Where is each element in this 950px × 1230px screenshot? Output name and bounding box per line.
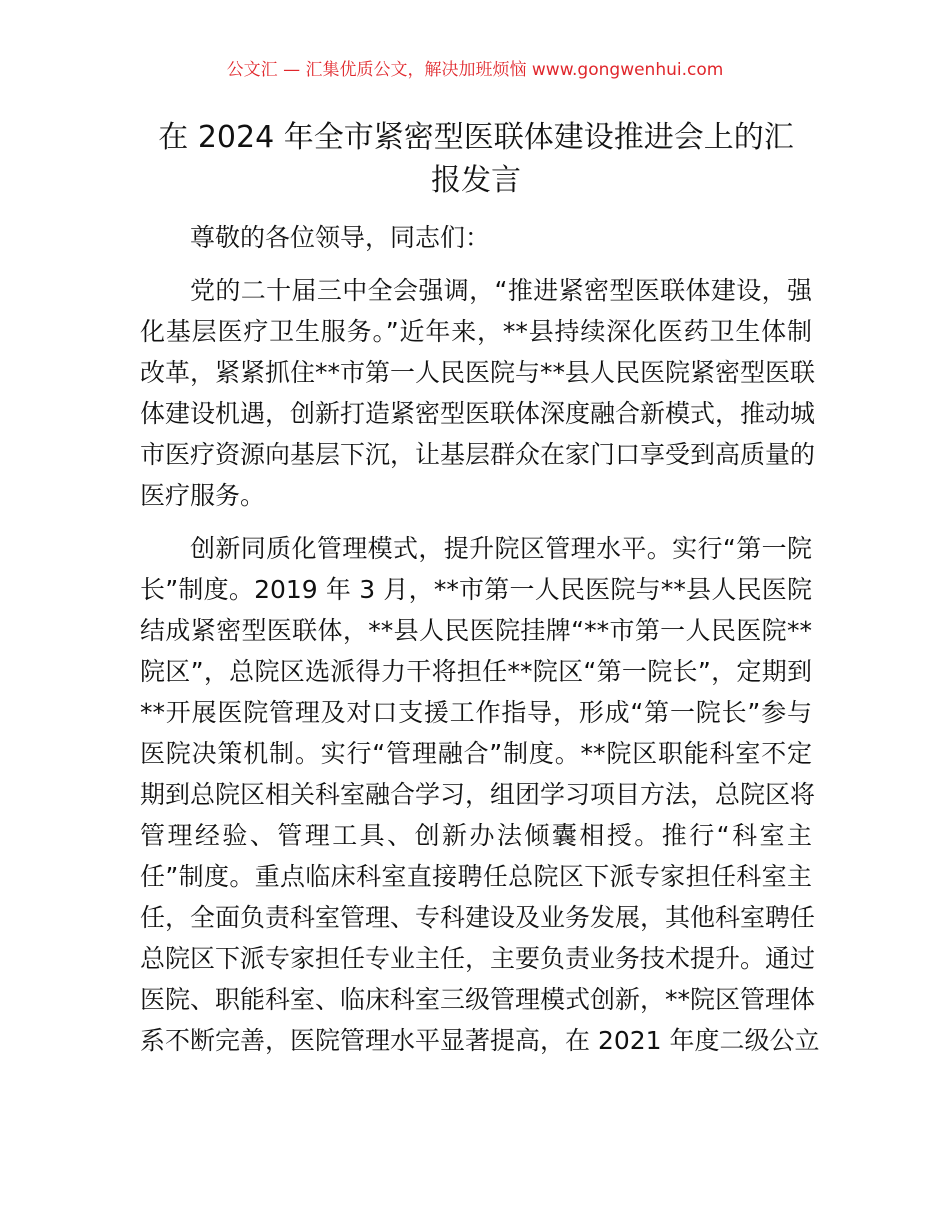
paragraph-2-line: 长”制度。2019 年 3 月，**市第一人民医院与**县人民医院 <box>140 575 812 604</box>
paragraph-2-line: 医院决策机制。实行“管理融合”制度。**院区职能科室不定 <box>140 739 812 768</box>
site-watermark-header: 公文汇 — 汇集优质公文，解决加班烦恼 www.gongwenhui.com <box>226 60 724 80</box>
paragraph-2-line: 结成紧密型医联体，**县人民医院挂牌“**市第一人民医院** <box>140 616 812 645</box>
paragraph-1-line: 化基层医疗卫生服务。”近年来，**县持续深化医药卫生体制 <box>140 317 812 346</box>
paragraph-2-line: 创新同质化管理模式，提升院区管理水平。实行“第一院 <box>190 534 812 563</box>
document-title <box>140 116 812 202</box>
paragraph-2-line: 院区”，总院区选派得力干将担任**院区“第一院长”，定期到 <box>140 657 812 686</box>
paragraph-2-line: 任”制度。重点临床科室直接聘任总院区下派专家担任科室主 <box>140 862 812 891</box>
paragraph-1-line: 党的二十届三中全会强调，“推进紧密型医联体建设，强 <box>190 276 812 305</box>
paragraph-2-line: 系不断完善，医院管理水平显著提高，在 2021 年度二级公立 <box>140 1026 820 1055</box>
paragraph-2-line: 医院、职能科室、临床科室三级管理模式创新，**院区管理体 <box>140 985 816 1014</box>
paragraph-2-line: 管理经验、管理工具、创新办法倾囊相授。推行“科室主 <box>140 821 812 850</box>
paragraph-1-line: 医疗服务。 <box>140 481 266 510</box>
paragraph-2-line: **开展医院管理及对口支援工作指导，形成“第一院长”参与 <box>140 698 812 727</box>
paragraph-2-line: 任，全面负责科室管理、专科建设及业务发展，其他科室聘任 <box>140 903 816 932</box>
title-line: 报发言 <box>431 163 521 198</box>
paragraph-2-line: 总院区下派专家担任专业主任，主要负责业务技术提升。通过 <box>140 944 816 973</box>
paragraph-1-line: 体建设机遇，创新打造紧密型医联体深度融合新模式，推动城 <box>140 399 816 428</box>
paragraph-1-line: 改革，紧紧抓住**市第一人民医院与**县人民医院紧密型医联 <box>140 358 816 387</box>
paragraph-1-line: 市医疗资源向基层下沉，让基层群众在家门口享受到高质量的 <box>140 440 816 469</box>
title-line: 在 2024 年全市紧密型医联体建设推进会上的汇 <box>158 120 794 155</box>
greeting: 尊敬的各位领导，同志们： <box>190 223 491 252</box>
paragraph-2-line: 期到总院区相关科室融合学习，组团学习项目方法，总院区将 <box>140 780 816 809</box>
